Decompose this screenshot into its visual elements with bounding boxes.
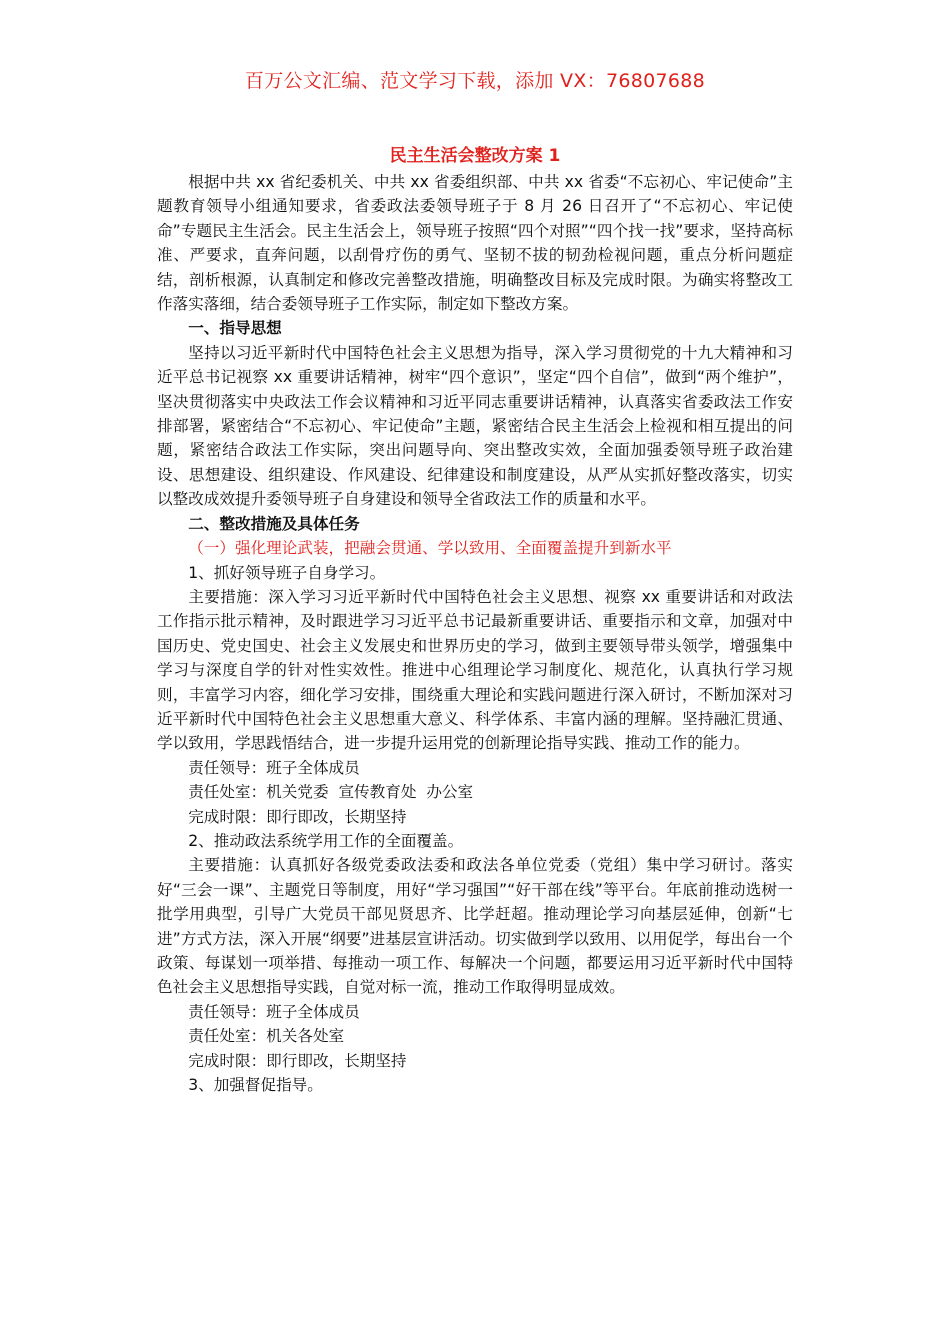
item-heading-3: 3、加强督促指导。 — [188, 1076, 323, 1095]
item-heading-2: 2、推动政法系统学用工作的全面覆盖。 — [188, 831, 464, 850]
item-2-measures: 主要措施：认真抓好各级党委政法委和政法各单位党委（党组）集中学习研讨。落实好“三会一课”、主题党日等制度，用好“学习强国”“好干部在线”等平台。年底前推动选树一批学用典型，引导广大党员干部见贤思齐、比学赶超。推动理论学习向基层延伸，创新“七进”方式方法，深入开展“纲要”进基层宣讲活动。切实做到学以致用、以用促学，每出台一个政策、每谋划一项举措、每推动一项工作、每解决一个问题，都要运用习近平新时代中国特色社会主义思想指导实践，自觉对标一流，推动工作取得明显成效。 — [157, 856, 793, 997]
subsection-heading-theory: （一）强化理论武装，把融会贯通、学以致用、全面覆盖提升到新水平 — [188, 539, 672, 558]
item-1-deadline: 完成时限：即行即改，长期坚持 — [188, 807, 407, 826]
guiding-ideology-paragraph: 坚持以习近平新时代中国特色社会主义思想为指导，深入学习贯彻党的十九大精神和习近平总书记视察 xx 重要讲话精神，树牢“四个意识”，坚定“四个自信”，做到“两个维护”，坚决贯彻落实中央政法工作会议精神和习近平同志重要讲话精神，认真落实省委政法工作安排部署，紧密结合“不忘初心、牢记使命”主题，紧密结合民主生活会上检视和相互提出的问题，紧密结合政法工作实际，突出问题导向、突出整改实效，全面加强委领导班子政治建设、思想建设、组织建设、作风建设、纪律建设和制度建设，从严从实抓好整改落实，切实以整改成效提升委领导班子自身建设和领导全省政法工作的质量和水平。 — [157, 343, 793, 509]
item-2-leader: 责任领导：班子全体成员 — [188, 1002, 360, 1021]
item-heading-1: 1、抓好领导班子自身学习。 — [188, 563, 386, 582]
item-2-deadline: 完成时限：即行即改，长期坚持 — [188, 1051, 407, 1070]
section-heading-guiding-ideology: 一、指导思想 — [188, 319, 282, 338]
watermark-banner: 百万公文汇编、范文学习下载，添加 VX：76807688 — [244, 70, 706, 92]
item-1-measures: 主要措施：深入学习习近平新时代中国特色社会主义思想、视察 xx 重要讲话和对政法工作指示批示精神，及时跟进学习习近平总书记最新重要讲话、重要指示和文章，加强对中国历史、党史国史、社会主义发展史和世界历史的学习，做到主要领导带头领学，增强集中学习与深度自学的针对性实效性。推进中心组理论学习制度化、规范化，认真执行学习规则，丰富学习内容，细化学习安排，围绕重大理论和实践问题进行深入研讨，不断加深对习近平新时代中国特色社会主义思想重大意义、科学体系、丰富内涵的理解。坚持融汇贯通、学以致用，学思践悟结合，进一步提升运用党的创新理论指导实践、推动工作的能力。 — [157, 587, 793, 753]
section-heading-measures: 二、整改措施及具体任务 — [188, 514, 360, 533]
item-1-leader: 责任领导：班子全体成员 — [188, 758, 360, 777]
intro-paragraph: 根据中共 xx 省纪委机关、中共 xx 省委组织部、中共 xx 省委“不忘初心、牢记使命”主题教育领导小组通知要求，省委政法委领导班子于 8 月 26 日召开了“不忘初心、牢记使命”专题民主生活会。民主生活会上，领导班子按照“四个对照”“四个找一找”要求，坚持高标准、严要求，直奔问题，以刮骨疗伤的勇气、坚韧不拔的韧劲检视问题，重点分析问题症结，剖析根源，认真制定和修改完善整改措施，明确整改目标及完成时限。为确实将整改工作落实落细，结合委领导班子工作实际，制定如下整改方案。 — [157, 173, 793, 314]
document-body — [157, 170, 793, 1097]
item-1-office: 责任处室：机关党委 宣传教育处 办公室 — [188, 783, 474, 802]
item-2-office: 责任处室：机关各处室 — [188, 1027, 345, 1046]
document-title: 民主生活会整改方案 1 — [389, 146, 561, 166]
